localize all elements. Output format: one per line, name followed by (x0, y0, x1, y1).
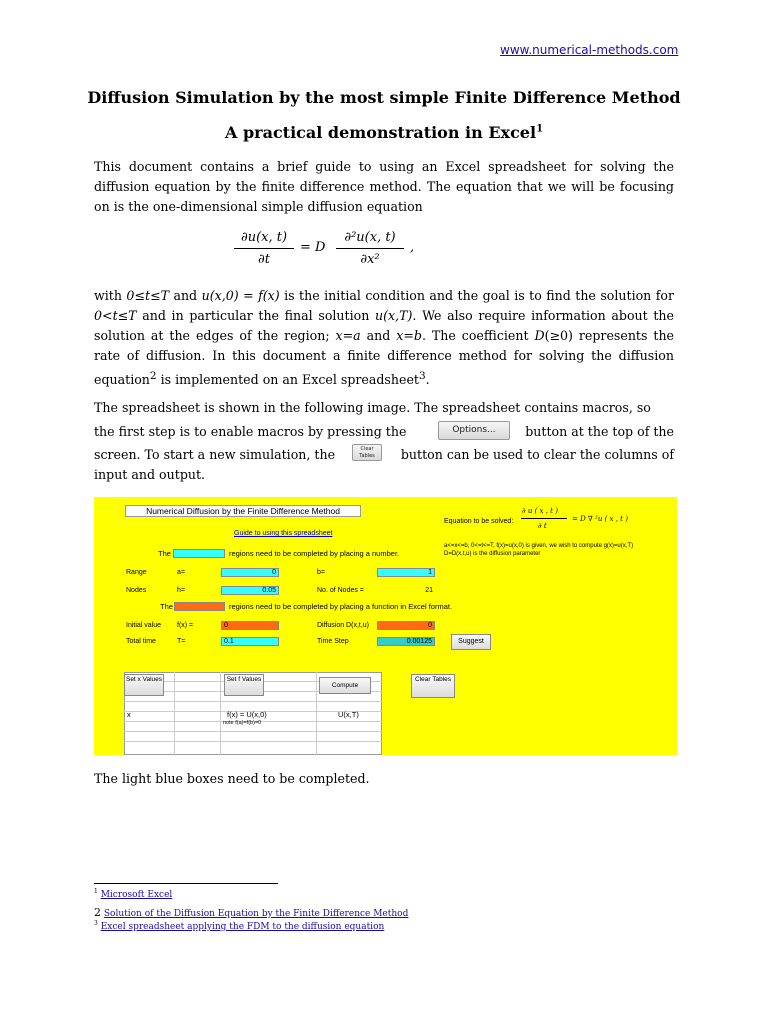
x-column-header: x (127, 710, 131, 719)
h-label: h= (177, 587, 185, 594)
math-text: x=a (335, 328, 361, 343)
sheet-eq-numerator: ∂ u ( x , t ) (522, 507, 558, 515)
fx-label: f(x) = (177, 622, 194, 629)
subtitle-text: A practical demonstration in Excel (224, 123, 537, 142)
time-step-label: Time Step (317, 638, 349, 645)
sheet-eq-denominator: ∂ t (538, 522, 547, 530)
eq-comma: , (410, 240, 415, 255)
spreadsheet-image (94, 497, 677, 755)
footnote-link-excel-spreadsheet[interactable]: Excel spreadsheet applying the FDM to the diffusion equation (100, 922, 385, 932)
macros-paragraph-line3b: button can be used to clear the columns of (400, 447, 674, 462)
footnote-rule (94, 883, 278, 884)
eq-equals-d: = D (300, 240, 326, 255)
math-text: 0≤t≤T (126, 288, 169, 303)
f-column-note: note f(a)=f(b)=0 (223, 720, 262, 726)
text: and (360, 328, 397, 343)
footnote-link-diffusion-solution[interactable]: Solution of the Diffusion Equation by the Finite Difference Method (103, 909, 409, 919)
intro-paragraph: This document contains a brief guide to using an Excel spreadsheet for solving the diffusion equation by the finite difference method. The equation that we will be focusing on is the one-dimensional simple diffusion equation (94, 159, 674, 214)
clear-tables-button[interactable]: Clear Tables (411, 674, 455, 698)
footnote-ref-1: 1 (536, 123, 544, 135)
text: with (94, 288, 127, 303)
compute-button[interactable]: Compute (319, 677, 371, 694)
macros-paragraph-line1: The spreadsheet is shown in the following image. The spreadsheet contains macros, so (94, 400, 651, 415)
clear-tables-inline-button[interactable]: Clear Tables (352, 444, 382, 461)
T-input[interactable]: 0.1 (221, 637, 279, 646)
macros-paragraph-line4: input and output. (94, 467, 206, 482)
footnote-ref-2: 2 (149, 370, 157, 382)
a-input[interactable]: 0 (221, 568, 279, 577)
a-label: a= (177, 569, 185, 576)
sheet-description-2: D=D(x,t,u) is the diffusion parameter (444, 551, 541, 557)
diffusion-input[interactable]: 0 (377, 621, 435, 630)
guide-link[interactable]: Guide to using this spreadsheet (234, 530, 333, 537)
sheet-description-1: a<=x<=b, 0<=t<=T, f(x)=u(x,0) is given, we wish to compute g(x)=u(x,T) (444, 543, 634, 549)
macros-paragraph-line2a: the first step is to enable macros by pressing the (94, 424, 407, 439)
nodes-label: Nodes (126, 587, 147, 594)
eq-rhs-denominator: ∂x² (360, 252, 380, 267)
eq-lhs-numerator: ∂u(x, t) (240, 230, 288, 245)
math-text: x=b (396, 328, 422, 343)
time-step-input[interactable]: 0.00125 (377, 637, 435, 646)
h-input[interactable]: 0.05 (221, 586, 279, 595)
diffusion-label: Diffusion D(x,t,u) (317, 622, 369, 629)
orange-note: regions need to be completed by placing a function in Excel format. (229, 602, 453, 611)
node-count-label: No. of Nodes = (317, 587, 364, 594)
suggest-button[interactable]: Suggest (451, 634, 491, 650)
u-column-header: U(x,T) (338, 710, 359, 719)
math-text: D (534, 328, 545, 343)
website-link[interactable]: www.numerical-methods.com (500, 43, 679, 57)
sheet-eq-bar (521, 518, 567, 519)
text: is implemented on an Excel spreadsheet (156, 372, 419, 388)
range-label: Range (126, 569, 147, 576)
text: (≥0) represents the rate of diffusion. In this document a finite difference method for solving the diffusion equation (94, 328, 675, 388)
sheet-title: Numerical Diffusion by the Finite Difference Method (146, 506, 340, 516)
math-text: u(x,T) (374, 308, 413, 323)
sheet-eq-rhs: = D ∇ ²u ( x , t ) (572, 515, 628, 523)
macros-paragraph-line2b: button at the top of the (525, 424, 674, 439)
footnote-number: 3 (94, 920, 98, 927)
equation-label: Equation to be solved: (444, 518, 514, 525)
footnote-number: 1 (94, 888, 98, 895)
total-time-label: Total time (126, 638, 156, 645)
footnote-3 (94, 920, 384, 932)
image-caption: The light blue boxes need to be completed. (94, 771, 370, 786)
text: . We also require information about the solution at the edges of the region; (94, 308, 674, 343)
eq-lhs-fraction-bar (234, 248, 294, 249)
math-text: u(x,0) = f(x) (201, 288, 280, 303)
node-count-value: 21 (425, 587, 433, 594)
fx-input[interactable]: 0 (221, 621, 279, 630)
macros-paragraph-line3a: screen. To start a new simulation, the (94, 447, 336, 462)
T-label: T= (177, 638, 186, 645)
cyan-note-the: The (158, 549, 171, 558)
footnote-2 (94, 906, 408, 919)
b-input[interactable]: 1 (377, 568, 435, 577)
text: and (169, 288, 202, 303)
document-subtitle (0, 123, 768, 142)
options-button[interactable]: Options... (438, 421, 510, 440)
text: . (425, 372, 430, 388)
condition-paragraph (94, 286, 674, 390)
footnote-1 (94, 888, 172, 900)
text: is the initial condition and the goal is to find the solution for (279, 288, 674, 303)
cyan-legend-swatch (173, 549, 225, 558)
footnote-ref-3: 3 (418, 370, 426, 382)
eq-rhs-fraction-bar (336, 248, 404, 249)
b-label: b= (317, 569, 325, 576)
eq-rhs-numerator: ∂²u(x, t) (344, 230, 396, 245)
set-f-values-button[interactable]: Set f Values (224, 674, 264, 696)
text: and in particular the final solution (136, 308, 375, 323)
text: . The coefficient (421, 328, 535, 343)
footnote-number: 2 (94, 906, 101, 919)
diffusion-equation (232, 228, 432, 272)
orange-note-the: The (160, 602, 173, 611)
footnote-link-microsoft-excel[interactable]: Microsoft Excel (100, 890, 173, 900)
document-title: Diffusion Simulation by the most simple Finite Difference Method (87, 88, 681, 107)
set-x-values-button[interactable]: Set x Values (124, 674, 164, 696)
f-column-header: f(x) = U(x,0) (227, 710, 267, 719)
cyan-note: regions need to be completed by placing a number. (229, 549, 400, 558)
initial-value-label: Initial value (126, 622, 162, 629)
math-text: 0<t≤T (94, 308, 137, 323)
orange-legend-swatch (174, 602, 225, 611)
eq-lhs-denominator: ∂t (258, 252, 270, 267)
